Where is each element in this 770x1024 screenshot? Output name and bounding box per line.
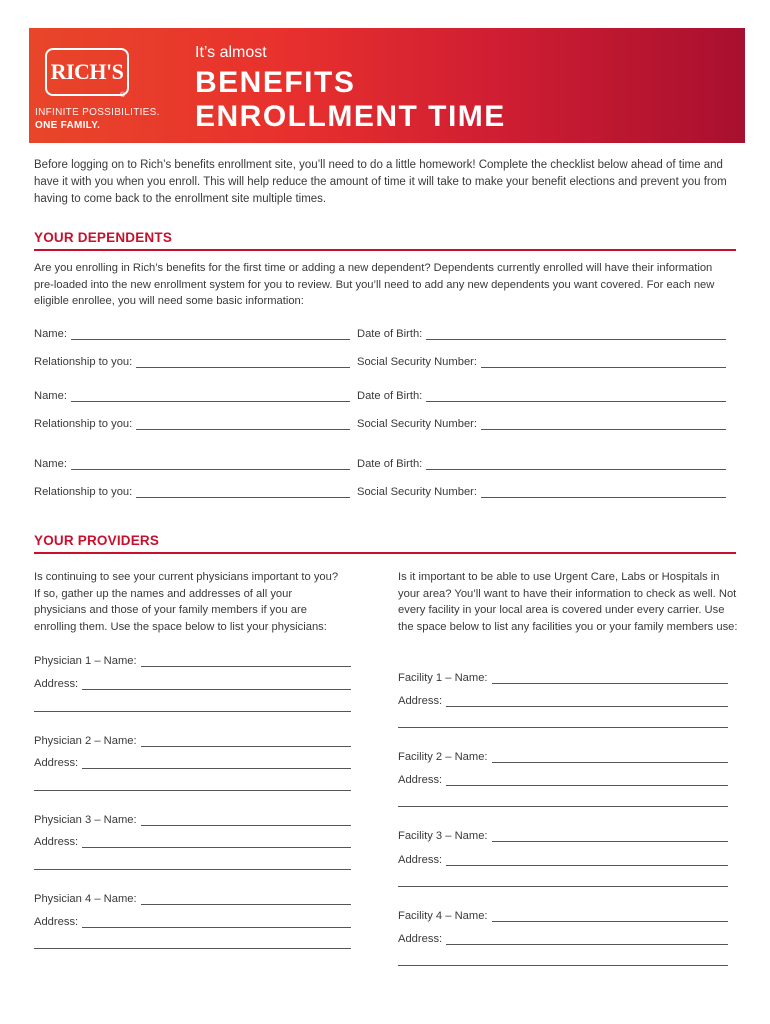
physician-2-name-field[interactable] [34,735,351,747]
fill-line[interactable] [82,678,351,690]
ssn-label: Social Security Number: [357,486,477,498]
physicians-intro: Is continuing to see your current physicians important to you? If so, gather up the names and addresses of all your physicians and those of your family members if you are enrolling them. Use the space below to list your physicians: [34,571,339,633]
dependent-1-ssn-field[interactable] [357,356,726,368]
physician-1-address-line-2[interactable] [34,710,351,712]
address-label: Address: [398,774,443,786]
dependent-2-dob-field[interactable] [357,390,726,402]
physician-2-label: Physician 2 – Name: [34,735,137,747]
fill-line[interactable] [71,458,350,470]
physician-3-address-field[interactable] [34,836,351,848]
dependent-2-relationship-field[interactable] [34,418,350,430]
header-banner [29,28,745,143]
fill-line[interactable] [446,933,728,945]
dependents-section-title: YOUR DEPENDENTS [34,230,173,245]
fill-line[interactable] [492,830,728,842]
dependent-1-name-field[interactable] [34,328,350,340]
fill-line[interactable] [82,836,351,848]
facility-2-name-field[interactable] [398,751,728,763]
fill-line[interactable] [141,893,351,905]
fill-line[interactable] [141,655,351,667]
dependent-3-dob-field[interactable] [357,458,726,470]
dependent-2-name-field[interactable] [34,390,350,402]
facility-1-address-line-2[interactable] [398,726,728,728]
intro-paragraph: Before logging on to Rich’s benefits enrollment site, you’ll need to do a little homework! Complete the checklist below ahead of time and have it with you when you enroll. This will help reduce the amount of time it will take to make your benefit elections and prevent you from having to come back to the enrollment site multiple times. [34,159,727,205]
fill-line[interactable] [426,390,726,402]
physician-1-address-field[interactable] [34,678,351,690]
fill-line[interactable] [481,418,726,430]
page-title [195,66,506,134]
physician-1-label: Physician 1 – Name: [34,655,137,667]
fill-line[interactable] [446,695,728,707]
physician-2-address-line-2[interactable] [34,789,351,791]
fill-line[interactable] [426,458,726,470]
ssn-label: Social Security Number: [357,418,477,430]
facility-3-address-field[interactable] [398,854,728,866]
facility-3-name-field[interactable] [398,830,728,842]
address-label: Address: [398,695,443,707]
facility-4-address-field[interactable] [398,933,728,945]
facilities-intro: Is it important to be able to use Urgent Care, Labs or Hospitals in your area? You’ll want to have their information to check as well. Not every facility in your local area is covered under every carrier. Use the space below to list any facilities you or your family members use: [398,571,738,633]
fill-line[interactable] [481,486,726,498]
physician-4-label: Physician 4 – Name: [34,893,137,905]
facility-2-label: Facility 2 – Name: [398,751,488,763]
tagline [35,106,160,132]
physician-4-address-line-2[interactable] [34,947,351,949]
facility-1-name-field[interactable] [398,672,728,684]
physician-4-address-field[interactable] [34,916,351,928]
address-label: Address: [34,836,79,848]
dependent-3-name-field[interactable] [34,458,350,470]
name-label: Name: [34,458,67,470]
fill-line[interactable] [136,418,350,430]
name-label: Name: [34,390,67,402]
fill-line[interactable] [71,390,350,402]
providers-section-rule [34,552,736,554]
providers-section-title: YOUR PROVIDERS [34,533,160,548]
fill-line[interactable] [82,916,351,928]
dob-label: Date of Birth: [357,458,423,470]
fill-line[interactable] [481,356,726,368]
tagline-line-1: INFINITE POSSIBILITIES. [35,107,160,118]
physician-1-name-field[interactable] [34,655,351,667]
physician-3-label: Physician 3 – Name: [34,814,137,826]
ssn-label: Social Security Number: [357,356,477,368]
dependent-3-ssn-field[interactable] [357,486,726,498]
dependents-section-rule [34,249,736,251]
physician-3-address-line-2[interactable] [34,868,351,870]
facility-4-address-line-2[interactable] [398,964,728,966]
address-label: Address: [398,933,443,945]
fill-line[interactable] [136,356,350,368]
fill-line[interactable] [492,751,728,763]
facility-3-label: Facility 3 – Name: [398,830,488,842]
dob-label: Date of Birth: [357,390,423,402]
fill-line[interactable] [492,910,728,922]
address-label: Address: [34,678,79,690]
dependent-2-ssn-field[interactable] [357,418,726,430]
fill-line[interactable] [141,814,351,826]
header-kicker: It’s almost [195,44,267,61]
facility-1-address-field[interactable] [398,695,728,707]
dependents-intro: Are you enrolling in Rich’s benefits for the first time or adding a new dependent? Dependents currently enrolled will have their information pre-loaded into the new enrollment system for you to review. But you’ll need to add any new dependents you want covered. For each new eligible enrollee, you will need some basic information: [34,262,715,307]
relationship-label: Relationship to you: [34,418,133,430]
facility-2-address-line-2[interactable] [398,805,728,807]
dependent-1-relationship-field[interactable] [34,356,350,368]
fill-line[interactable] [82,757,351,769]
name-label: Name: [34,328,67,340]
facility-4-label: Facility 4 – Name: [398,910,488,922]
fill-line[interactable] [426,328,726,340]
physician-4-name-field[interactable] [34,893,351,905]
address-label: Address: [34,916,79,928]
fill-line[interactable] [141,735,351,747]
relationship-label: Relationship to you: [34,356,133,368]
fill-line[interactable] [446,854,728,866]
title-line-2: ENROLLMENT TIME [195,100,506,133]
title-line-1: BENEFITS [195,66,356,99]
logo-registered-mark: ® [120,92,126,99]
richs-logo [45,48,129,96]
dependent-1-dob-field[interactable] [357,328,726,340]
relationship-label: Relationship to you: [34,486,133,498]
fill-line[interactable] [492,672,728,684]
fill-line[interactable] [446,774,728,786]
dependent-3-relationship-field[interactable] [34,486,350,498]
physician-2-address-field[interactable] [34,757,351,769]
fill-line[interactable] [136,486,350,498]
facility-1-label: Facility 1 – Name: [398,672,488,684]
dob-label: Date of Birth: [357,328,423,340]
physician-3-name-field[interactable] [34,814,351,826]
facility-4-name-field[interactable] [398,910,728,922]
fill-line[interactable] [71,328,350,340]
address-label: Address: [398,854,443,866]
facility-3-address-line-2[interactable] [398,885,728,887]
tagline-line-2: ONE FAMILY. [35,120,101,131]
facility-2-address-field[interactable] [398,774,728,786]
logo-text: RICH'S [50,59,124,84]
address-label: Address: [34,757,79,769]
